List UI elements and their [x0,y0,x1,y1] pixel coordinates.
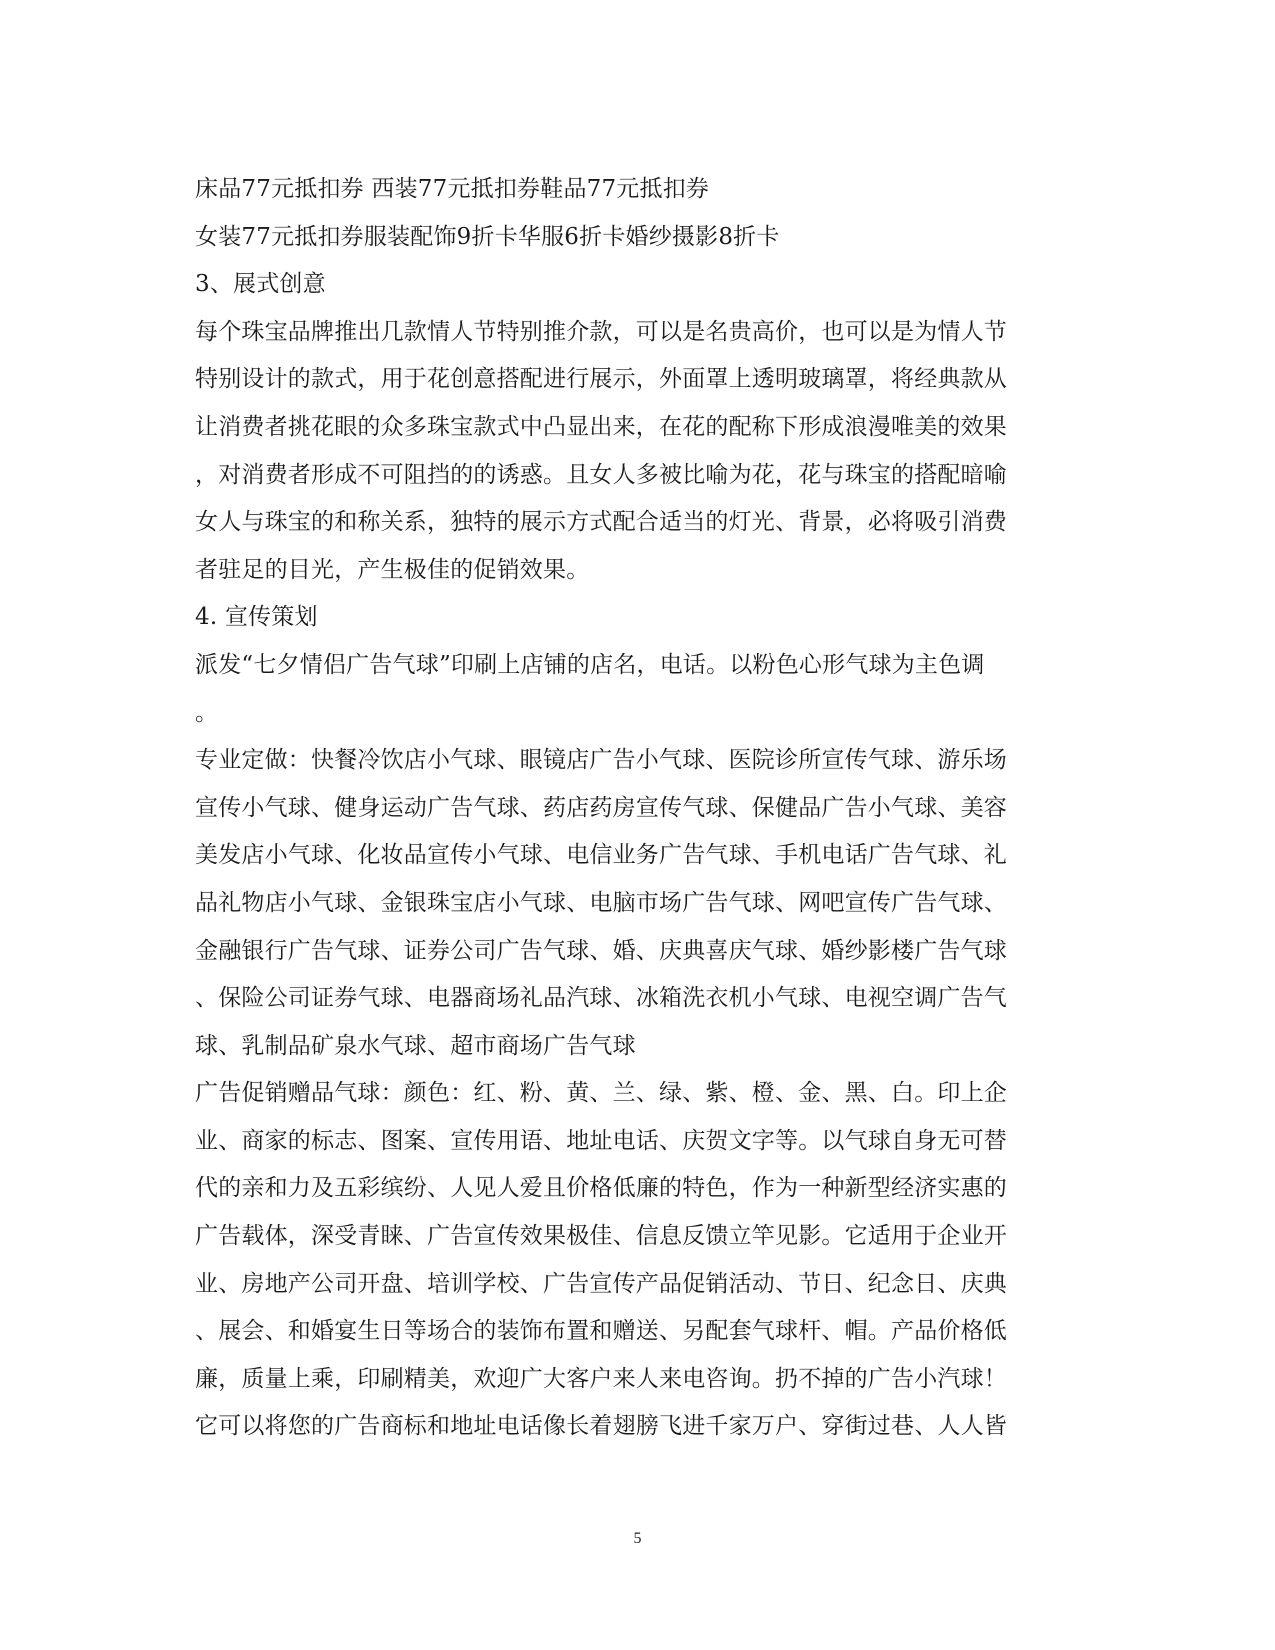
text-line: 床品77元抵扣券 西装77元抵扣券鞋品77元抵扣券 [195,176,710,202]
text-line: 。 [195,699,219,726]
text-line: 特别设计的款式，用于花创意搭配进行展示，外面罩上透明玻璃罩，将经典款从 [195,366,1007,393]
text-line: 女人与珠宝的和称关系，独特的展示方式配合适当的灯光、背景，必将吸引消费 [195,509,1007,536]
text-line: 、展会、和婚宴生日等场合的装饰布置和赠送、另配套气球杆、帽。产品价格低 [195,1318,1007,1345]
text-line: 派发“七夕情侣广告气球”印刷上店铺的店名，电话。以粉色心形气球为主色调 [195,651,985,678]
document-body [195,166,1075,1451]
text-line: ，对消费者形成不可阻挡的的诱惑。且女人多被比喻为花，花与珠宝的搭配暗喻 [195,461,1007,488]
text-line: 宣传小气球、健身运动广告气球、药店药房宣传气球、保健品广告小气球、美容 [195,794,1007,821]
text-line: 它可以将您的广告商标和地址电话像长着翅膀飞进千家万户、穿街过巷、人人皆 [195,1413,1007,1440]
text-line: 让消费者挑花眼的众多珠宝款式中凸显出来，在花的配称下形成浪漫唯美的效果 [195,413,1007,440]
section-heading: 3、展式创意 [195,271,326,298]
text-line: 广告促销赠品气球：颜色：红、粉、黄、兰、绿、紫、橙、金、黑、白。印上企 [195,1080,1007,1107]
text-line: 球、乳制品矿泉水气球、超市商场广告气球 [195,1032,636,1059]
section-heading: 4. 宣传策划 [195,604,318,631]
text-line: 每个珠宝品牌推出几款情人节特别推介款，可以是名贵高价，也可以是为情人节 [195,318,1007,345]
page-number: 5 [633,1530,642,1547]
text-line: 专业定做：快餐冷饮店小气球、眼镜店广告小气球、医院诊所宣传气球、游乐场 [195,747,1007,774]
text-line: 金融银行广告气球、证券公司广告气球、婚、庆典喜庆气球、婚纱影楼广告气球 [195,937,1007,964]
text-line: 美发店小气球、化妆品宣传小气球、电信业务广告气球、手机电话广告气球、礼 [195,842,1007,869]
text-line: 、保险公司证券气球、电器商场礼品汽球、冰箱洗衣机小气球、电视空调广告气 [195,985,1007,1012]
text-line: 广告载体，深受青睐、广告宣传效果极佳、信息反馈立竿见影。它适用于企业开 [195,1223,1007,1250]
text-line: 者驻足的目光，产生极佳的促销效果。 [195,556,590,583]
text-line: 业、房地产公司开盘、培训学校、广告宣传产品促销活动、节日、纪念日、庆典 [195,1270,1007,1297]
text-line: 业、商家的标志、图案、宣传用语、地址电话、庆贺文字等。以气球自身无可替 [195,1127,1007,1154]
text-line: 代的亲和力及五彩缤纷、人见人爱且价格低廉的特色，作为一种新型经济实惠的 [195,1175,1007,1202]
text-line: 品礼物店小气球、金银珠宝店小气球、电脑市场广告气球、网吧宣传广告气球、 [195,889,1007,916]
text-line: 廉，质量上乘，印刷精美，欢迎广大客户来人来电咨询。扔不掉的广告小汽球！ [195,1365,1007,1392]
text-line: 女装77元抵扣券服装配饰9折卡华服6折卡婚纱摄影8折卡 [195,223,780,250]
